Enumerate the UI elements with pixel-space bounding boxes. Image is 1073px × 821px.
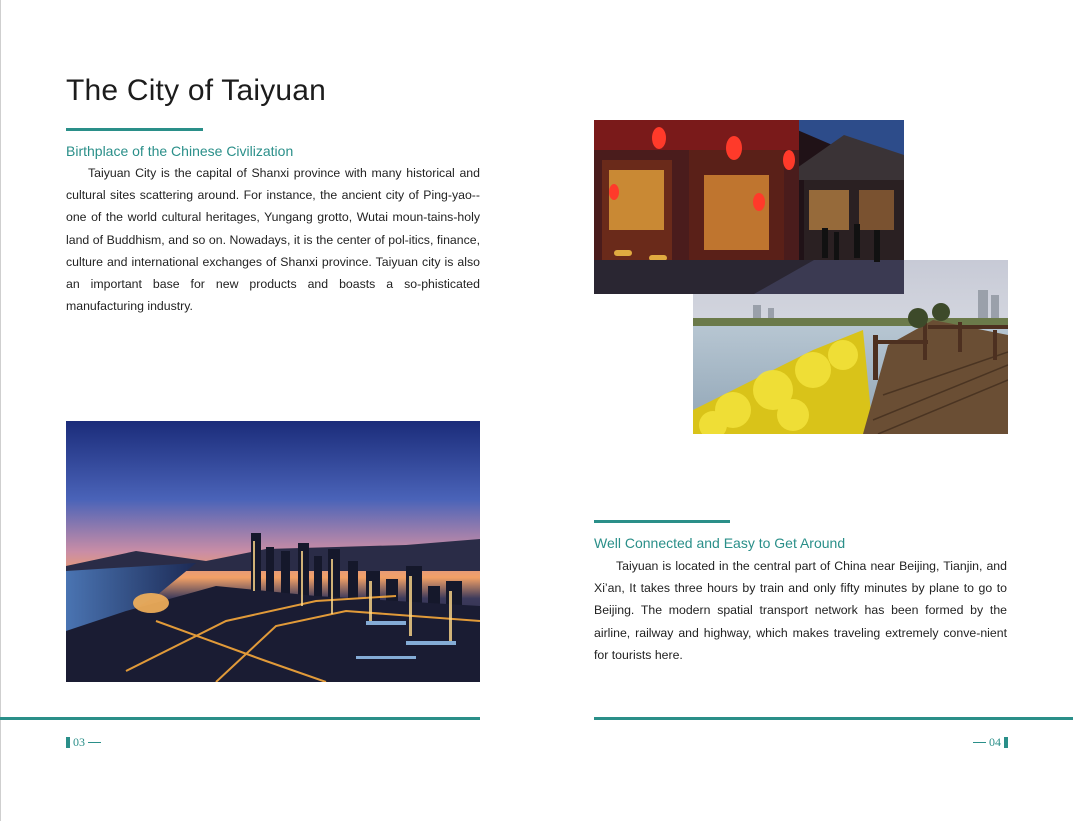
folio-dash-left xyxy=(88,742,101,743)
city-night-skyline-photo xyxy=(66,421,480,682)
footer-rule-left xyxy=(0,717,480,720)
page-number-left-label: 03 xyxy=(73,735,85,749)
section-heading-connected: Well Connected and Easy to Get Around xyxy=(594,535,846,551)
folio-marker-left xyxy=(66,737,70,748)
footer-rule-right xyxy=(594,717,1073,720)
section-body-birthplace: Taiyuan City is the capital of Shanxi province with many historical and cultural sites scattering around. For instance, the ancient city of Ping-yao--one of the world cultural heritages, Yungang grotto, Wutai moun-tains-holy land of Buddhism, and so on. Nowadays, it is the center of pol-itics, finance, culture and international exchanges of Shanxi province. Taiyuan city is also an important base for new products and boasts a so-phisticated manufacturing industry. xyxy=(66,166,480,314)
folio-marker-right xyxy=(1004,737,1008,748)
page-number-right xyxy=(973,735,1008,749)
folio-dash-right xyxy=(973,742,986,743)
page-title: The City of Taiyuan xyxy=(66,74,327,107)
old-street-night-photo xyxy=(594,120,904,294)
section-heading-birthplace: Birthplace of the Chinese Civilization xyxy=(66,143,294,159)
section-rule-birthplace xyxy=(66,128,203,131)
page-number-left xyxy=(66,735,101,749)
page-number-right-label: 04 xyxy=(989,735,1001,749)
section-rule-connected xyxy=(594,520,730,523)
section-body-connected: Taiyuan is located in the central part of China near Beijing, Tianjin, and Xi’an, It takes three hours by train and only fifty minutes by plane to go to Beijing. The modern spatial transport network has been formed by the airline, railway and highway, which makes traveling extremely conve-nient for tourists here. xyxy=(594,559,1007,662)
spread-left-edge xyxy=(0,0,1,821)
